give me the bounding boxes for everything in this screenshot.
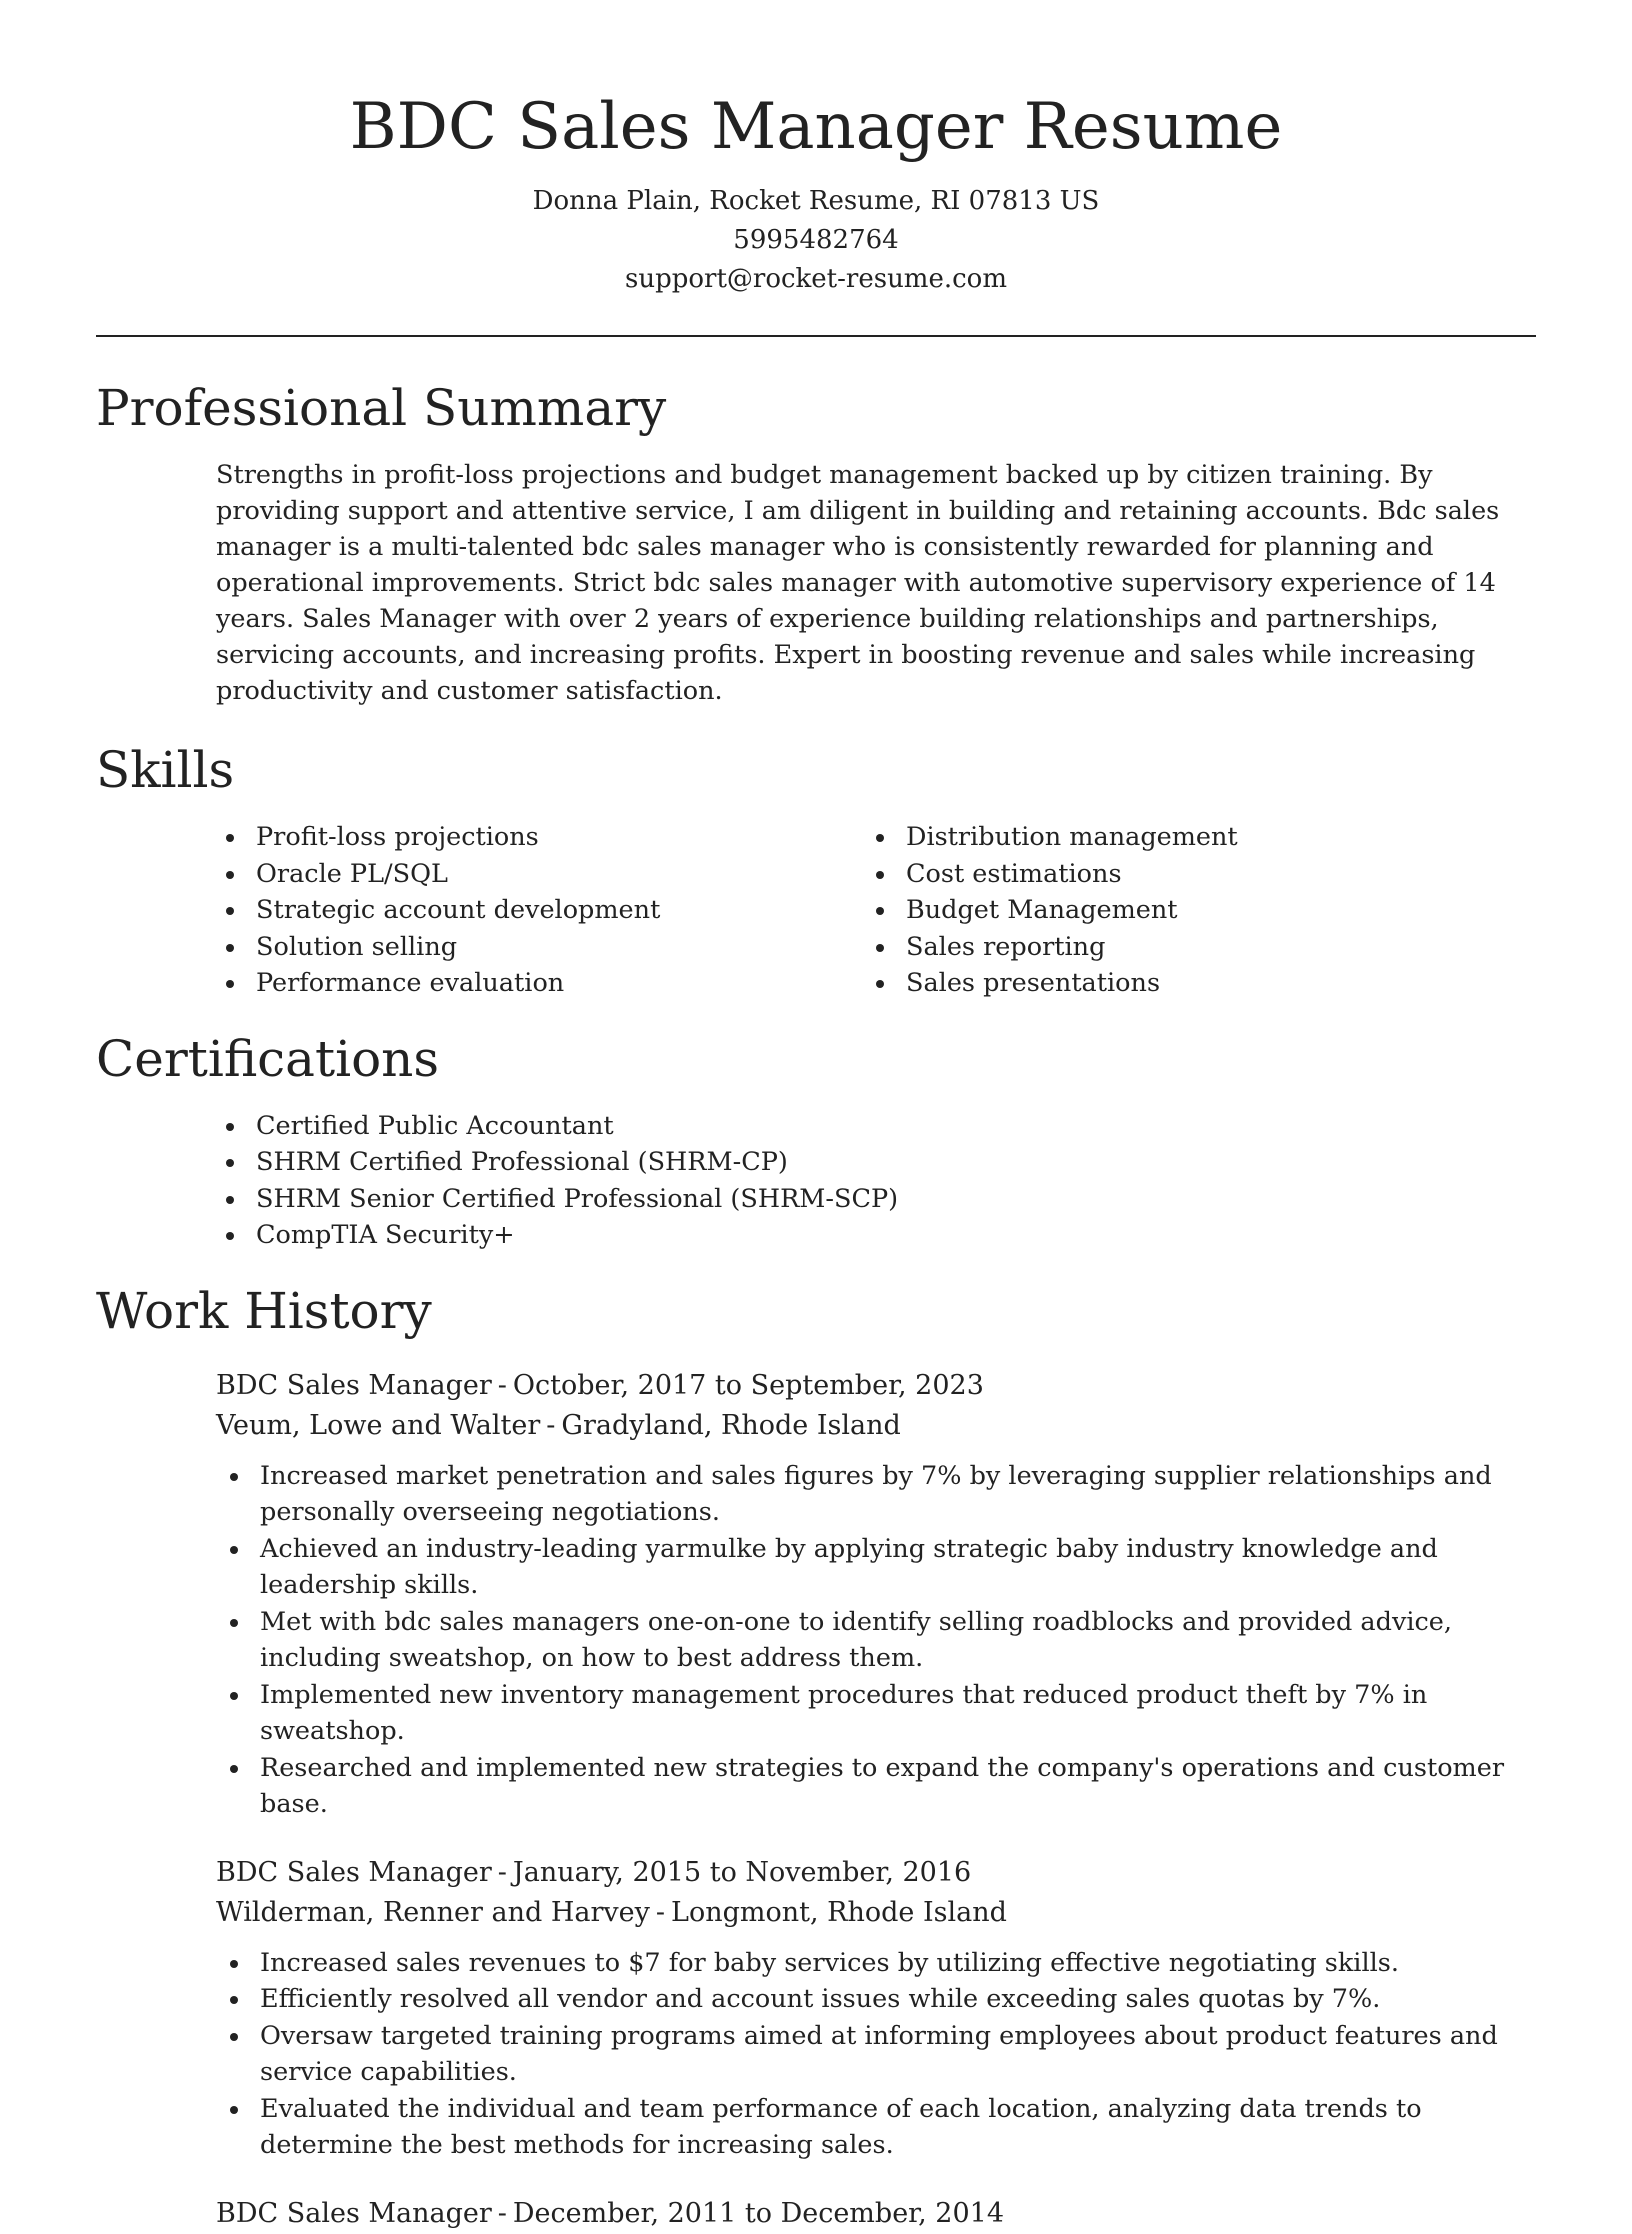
resume-page xyxy=(96,0,1536,2234)
list-item: Evaluated the individual and team performance of each location, analyzing data trends to determine the best methods for increasing sales. xyxy=(260,2091,1536,2164)
list-item: Sales presentations xyxy=(906,965,1396,1002)
summary-heading: Professional Summary xyxy=(96,379,667,437)
job-title-line xyxy=(216,2194,1536,2234)
job-entry xyxy=(216,2194,1536,2234)
separator: - xyxy=(655,1896,666,1928)
certifications-heading: Certifications xyxy=(96,1029,440,1088)
separator: - xyxy=(497,1856,507,1888)
list-item: Distribution management xyxy=(906,819,1396,856)
list-item: Increased market penetration and sales figures by 7% by leveraging supplier relationships and personally overseeing negotiations. xyxy=(260,1458,1536,1531)
job-bullets xyxy=(260,1458,1536,1823)
job-location: Gradyland, Rhode Island xyxy=(561,1409,901,1441)
list-item: Profit-loss projections xyxy=(256,819,746,856)
separator: - xyxy=(497,2197,507,2229)
work-history-section xyxy=(96,1276,1536,2234)
summary-section xyxy=(96,373,1536,709)
contact-address: Donna Plain, Rocket Resume, RI 07813 US xyxy=(532,186,1100,216)
list-item: Budget Management xyxy=(906,892,1396,929)
list-item: SHRM Senior Certified Professional (SHRM-SCP) xyxy=(256,1181,1536,1218)
list-item: Cost estimations xyxy=(906,856,1396,893)
work-history-heading: Work History xyxy=(96,1281,432,1340)
list-item: Certified Public Accountant xyxy=(256,1108,1536,1145)
list-item: Met with bdc sales managers one-on-one to identify selling roadblocks and provided advice, including sweatshop, on how to best address them. xyxy=(260,1604,1536,1677)
job-title: BDC Sales Manager xyxy=(216,1369,492,1401)
resume-title: BDC Sales Manager Resume xyxy=(349,90,1283,164)
job-company-line xyxy=(216,1893,1536,1933)
list-item: SHRM Certified Professional (SHRM-CP) xyxy=(256,1144,1536,1181)
separator: - xyxy=(546,1409,556,1441)
skills-section xyxy=(96,735,1536,1002)
job-dates: October, 2017 to September, 2023 xyxy=(512,1369,984,1401)
job-location: Longmont, Rhode Island xyxy=(671,1896,1007,1928)
job-title-line xyxy=(216,1366,1536,1406)
list-item: Strategic account development xyxy=(256,892,746,929)
job-title-line xyxy=(216,1853,1536,1893)
resume-header xyxy=(96,0,1536,299)
certifications-section xyxy=(96,1024,1536,1254)
list-item: Performance evaluation xyxy=(256,965,746,1002)
list-item: Solution selling xyxy=(256,929,746,966)
job-company: Wilderman, Renner and Harvey xyxy=(216,1896,650,1928)
list-item: CompTIA Security+ xyxy=(256,1217,1536,1254)
contact-phone: 5995482764 xyxy=(733,225,899,255)
separator: - xyxy=(497,1369,507,1401)
list-item: Efficiently resolved all vendor and account issues while exceeding sales quotas by 7%. xyxy=(260,1981,1536,2018)
job-title: BDC Sales Manager xyxy=(216,2197,492,2229)
skills-heading: Skills xyxy=(96,741,235,799)
list-item: Oracle PL/SQL xyxy=(256,856,746,893)
skills-list-col2 xyxy=(906,819,1396,1002)
certifications-list xyxy=(256,1108,1536,1254)
list-item: Increased sales revenues to $7 for baby services by utilizing effective negotiating skills. xyxy=(260,1945,1536,1982)
header-divider xyxy=(96,335,1536,337)
list-item: Achieved an industry-leading yarmulke by applying strategic baby industry knowledge and leadership skills. xyxy=(260,1531,1536,1604)
skills-list-col1 xyxy=(256,819,746,1002)
skills-grid xyxy=(96,819,1536,1002)
list-item: Sales reporting xyxy=(906,929,1396,966)
summary-text: Strengths in profit-loss projections and budget management backed up by citizen training. By providing support and attentive service, I am diligent in building and retaining accounts. Bdc sales manager is a multi-talented bdc sales manager who is consistently rewarded for planning and operational improvements. Strict bdc sales manager with automotive supervisory experience of 14 years. Sales Manager with over 2 years of experience building relationships and partnerships, servicing accounts, and increasing profits. Expert in boosting revenue and sales while increasing productivity and customer satisfaction. xyxy=(216,460,1500,706)
job-entry xyxy=(216,1853,1536,2164)
job-dates: December, 2011 to December, 2014 xyxy=(512,2197,1004,2229)
list-item: Oversaw targeted training programs aimed at informing employees about product features and service capabilities. xyxy=(260,2018,1536,2091)
job-entry xyxy=(216,1366,1536,1823)
contact-block xyxy=(96,182,1536,299)
job-company: Veum, Lowe and Walter xyxy=(216,1409,541,1441)
job-dates: January, 2015 to November, 2016 xyxy=(512,1856,972,1888)
list-item: Researched and implemented new strategies to expand the company's operations and customer base. xyxy=(260,1750,1536,1823)
job-bullets xyxy=(260,1945,1536,2164)
contact-email: support@rocket-resume.com xyxy=(624,264,1007,294)
list-item: Implemented new inventory management procedures that reduced product theft by 7% in sweatshop. xyxy=(260,1677,1536,1750)
job-title: BDC Sales Manager xyxy=(216,1856,492,1888)
job-company-line xyxy=(216,1406,1536,1446)
